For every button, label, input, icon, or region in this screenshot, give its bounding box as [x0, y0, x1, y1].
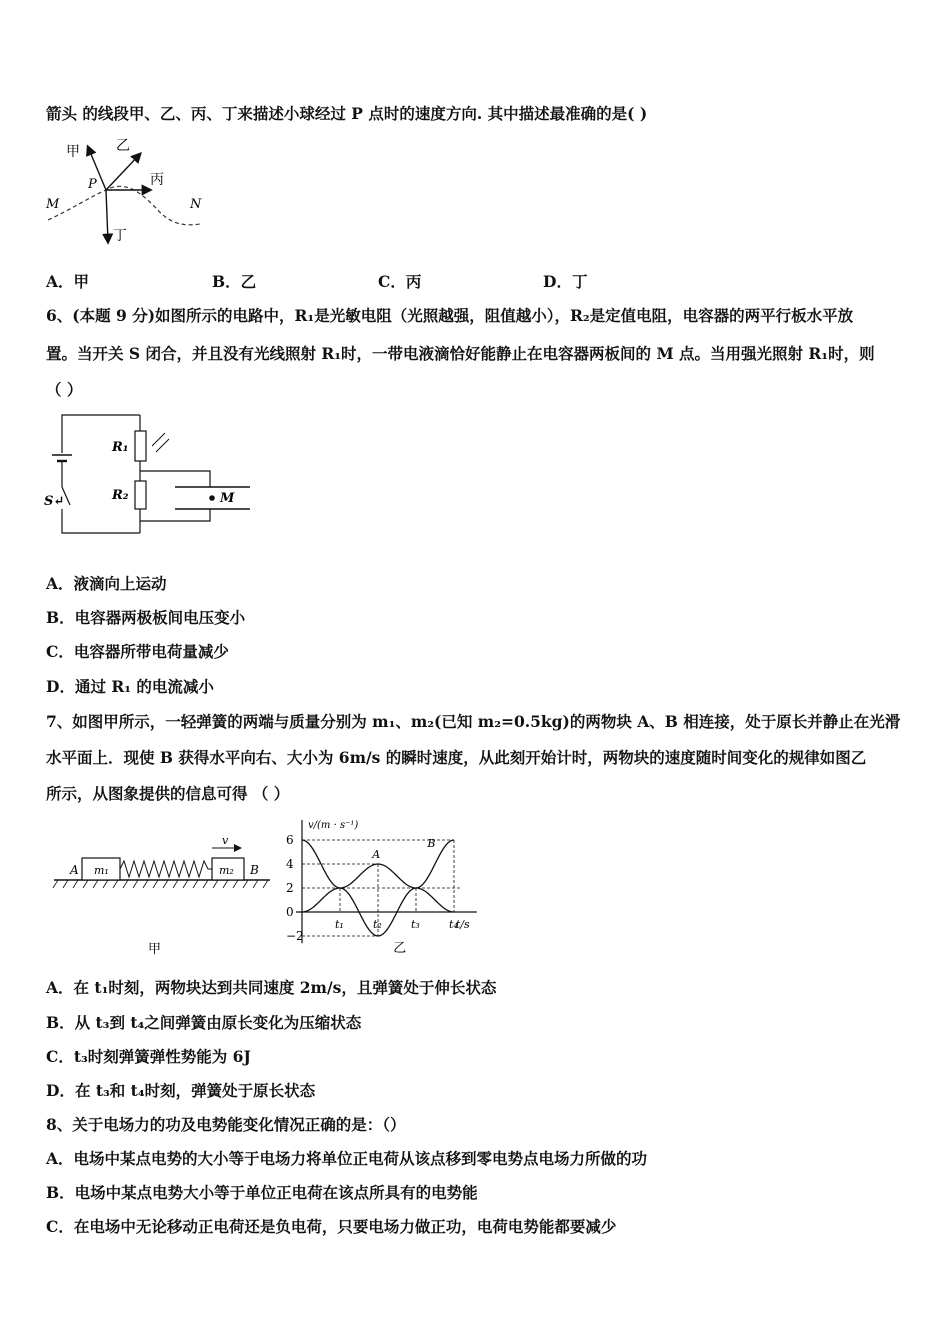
label-b: B [250, 863, 259, 877]
y-axis-label: v/(m · s⁻¹) [308, 820, 359, 831]
label-ding: 丁 [113, 228, 127, 244]
label-s: S↵ [44, 494, 65, 509]
x-tick-label: t₁ [335, 918, 344, 931]
q8-stem: 8、关于电场力的功及电势能变化情况正确的是：（） [46, 1115, 406, 1134]
q7-stem-line2: 水平面上．现使 B 获得水平向右、大小为 6m/s 的瞬时速度，从此刻开始计时，两物块的速度随时间变化的规律如图乙 [46, 748, 867, 767]
q7-velocity-chart [270, 812, 500, 962]
light-arrow-2 [156, 439, 169, 452]
q7-figure-jia [52, 820, 272, 960]
y-tick-label: 6 [286, 833, 294, 847]
charged-droplet [209, 495, 215, 501]
light-arrow-1 [152, 433, 165, 446]
x-tick-label: t₄ [449, 918, 458, 931]
y-tick-label: −2 [286, 929, 304, 943]
q5-option-d: D．丁 [543, 272, 588, 291]
label-yi: 乙 [116, 138, 130, 154]
q7-stem-line1: 7、如图甲所示，一轻弹簧的两端与质量分别为 m₁、m₂(已知 m₂=0.5kg)的两物块 A、B 相连接，处于原长并静止在光滑 [46, 712, 901, 731]
q5-option-c: C．丙 [378, 272, 422, 291]
label-m-drop: M [220, 491, 235, 506]
q7-option-a: A．在 t₁时刻，两物块达到共同速度 2m/s，且弹簧处于伸长状态 [46, 978, 497, 997]
label-m1: m₁ [94, 864, 109, 877]
label-r1: R₁ [112, 440, 129, 455]
caption-jia: 甲 [148, 942, 162, 957]
q8-option-a: A．电场中某点电势的大小等于电场力将单位正电荷从该点移到零电势点电场力所做的功 [46, 1149, 648, 1168]
x-tick-label: t₃ [411, 918, 420, 931]
caption-yi: 乙 [393, 941, 407, 956]
label-n: N [190, 197, 202, 212]
q7-stem-line3: 所示，从图象提供的信息可得 （ ） [46, 784, 290, 803]
q6-stem-line2: 置。当开关 S 闭合，并且没有光线照射 R₁时，一带电液滴恰好能静止在电容器两板间的 M 点。当用强光照射 R₁时，则 [46, 344, 875, 363]
q5-option-a: A．甲 [46, 272, 90, 291]
q6-circuit-figure [40, 405, 260, 545]
q6-option-a: A．液滴向上运动 [46, 574, 167, 593]
spring [120, 861, 212, 877]
series-label-b: B [427, 837, 436, 851]
q7-option-c: C．t₃时刻弹簧弹性势能为 6J [46, 1047, 251, 1066]
q5-figure [40, 132, 230, 252]
resistor-r1 [135, 431, 146, 461]
series-label-a: A [372, 848, 381, 861]
y-tick-label: 4 [286, 857, 294, 871]
q6-stem-line1: 6、(本题 9 分)如图所示的电路中，R₁是光敏电阻（光照越强，阻值越小），R₂是定值电阻，电容器的两平行板水平放 [46, 306, 854, 325]
q5-stem: 箭头 的线段甲、乙、丙、丁来描述小球经过 P 点时的速度方向. 其中描述最准确的是( ) [46, 104, 648, 123]
label-p: P [88, 177, 97, 192]
y-tick-label: 2 [286, 881, 294, 895]
label-jia: 甲 [66, 144, 80, 160]
y-tick-label: 0 [286, 905, 294, 919]
q6-option-c: C．电容器所带电荷量减少 [46, 642, 229, 661]
label-m2: m₂ [219, 864, 234, 877]
q7-option-d: D．在 t₃和 t₄时刻，弹簧处于原长状态 [46, 1081, 316, 1100]
q6-stem-line3: （ ） [46, 380, 83, 399]
label-a: A [70, 863, 79, 877]
label-bing: 丙 [150, 172, 164, 188]
resistor-r2 [135, 481, 146, 509]
q7-option-b: B．从 t₃到 t₄之间弹簧由原长变化为压缩状态 [46, 1013, 362, 1032]
q6-option-d: D．通过 R₁ 的电流减小 [46, 677, 214, 696]
trajectory-curve [48, 186, 200, 225]
q8-option-b: B．电场中某点电势大小等于单位正电荷在该点所具有的电势能 [46, 1183, 478, 1202]
label-v: v [222, 834, 229, 847]
label-m: M [46, 197, 60, 212]
q5-option-b: B．乙 [212, 272, 257, 291]
arrow-yi [106, 154, 140, 190]
x-tick-label: t₂ [373, 918, 382, 931]
x-axis-label: t/s [455, 918, 470, 931]
q6-option-b: B．电容器两极板间电压变小 [46, 608, 246, 627]
q8-option-c: C．在电场中无论移动正电荷还是负电荷，只要电场力做正功，电荷电势能都要减少 [46, 1217, 617, 1236]
arrow-ding [106, 190, 108, 242]
label-r2: R₂ [112, 488, 129, 503]
